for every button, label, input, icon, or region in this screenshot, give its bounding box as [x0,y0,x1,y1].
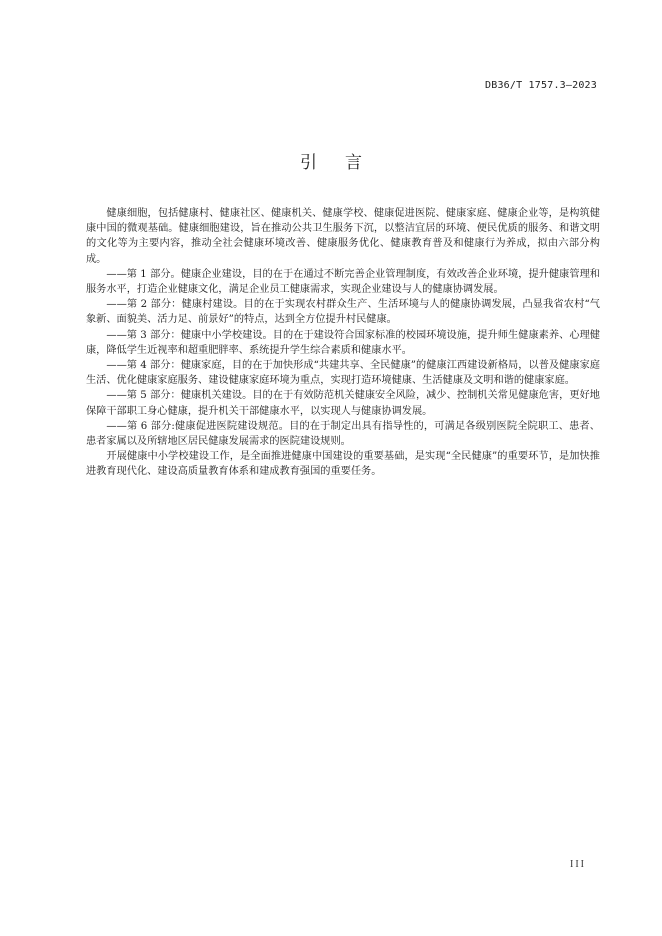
part-2-paragraph: ——第 2 部分：健康村建设。目的在于实现农村群众生产、生活环境与人的健康协调发展，凸显我省农村“气象新、面貌美、活力足、前景好”的特点，达到全方位提升村民健康。 [86,299,600,326]
part-4-paragraph: ——第 4 部分：健康家庭，目的在于加快形成“共建共享、全民健康”的健康江西建设新格局，以普及健康家庭生活、优化健康家庭服务、建设健康家庭环境为重点，实现打造环境健康、生活健康及文明和谐的健康家庭。 [86,360,600,387]
page-number: III [570,859,586,870]
closing-paragraph: 开展健康中小学校建设工作，是全面推进健康中国建设的重要基础，是实现“全民健康”的重要环节，是加快推进教育现代化、建设高质量教育体系和建成教育强国的重要任务。 [86,451,600,478]
intro-paragraph: 健康细胞，包括健康村、健康社区、健康机关、健康学校、健康促进医院、健康家庭、健康企业等，是构筑健康中国的微观基础。健康细胞建设，旨在推动公共卫生服务下沉，以整洁宜居的环境、便民优质的服务、和谐文明的文化等为主要内容，推动全社会健康环境改善、健康服务优化、健康教育普及和健康行为养成，拟由六部分构成。 [86,208,600,265]
document-body [86,206,600,480]
page-title: 引言 [300,153,390,173]
part-1-paragraph: ——第 1 部分。健康企业建设，目的在于在通过不断完善企业管理制度，有效改善企业环境，提升健康管理和服务水平，打造企业健康文化，满足企业员工健康需求，实现企业建设与人的健康协调发展。 [86,268,600,296]
part-3-paragraph: ——第 3 部分：健康中小学校建设。目的在于建设符合国家标准的校园环境设施，提升师生健康素养、心理健康，降低学生近视率和超重肥胖率、系统提升学生综合素质和健康水平。 [86,329,600,356]
part-6-paragraph: ——第 6 部分:健康促进医院建设规范。目的在于制定出具有指导性的，可满足各级别医院全院职工、患者、患者家属以及所辖地区居民健康发展需求的医院建设规则。 [86,420,600,448]
part-5-paragraph: ——第 5 部分：健康机关建设。目的在于有效防范机关健康安全风险，减少、控制机关常见健康危害，更好地保障干部职工身心健康，提升机关干部健康水平，以实现人与健康协调发展。 [86,390,600,417]
standard-code: DB36/T 1757.3—2023 [485,80,597,91]
